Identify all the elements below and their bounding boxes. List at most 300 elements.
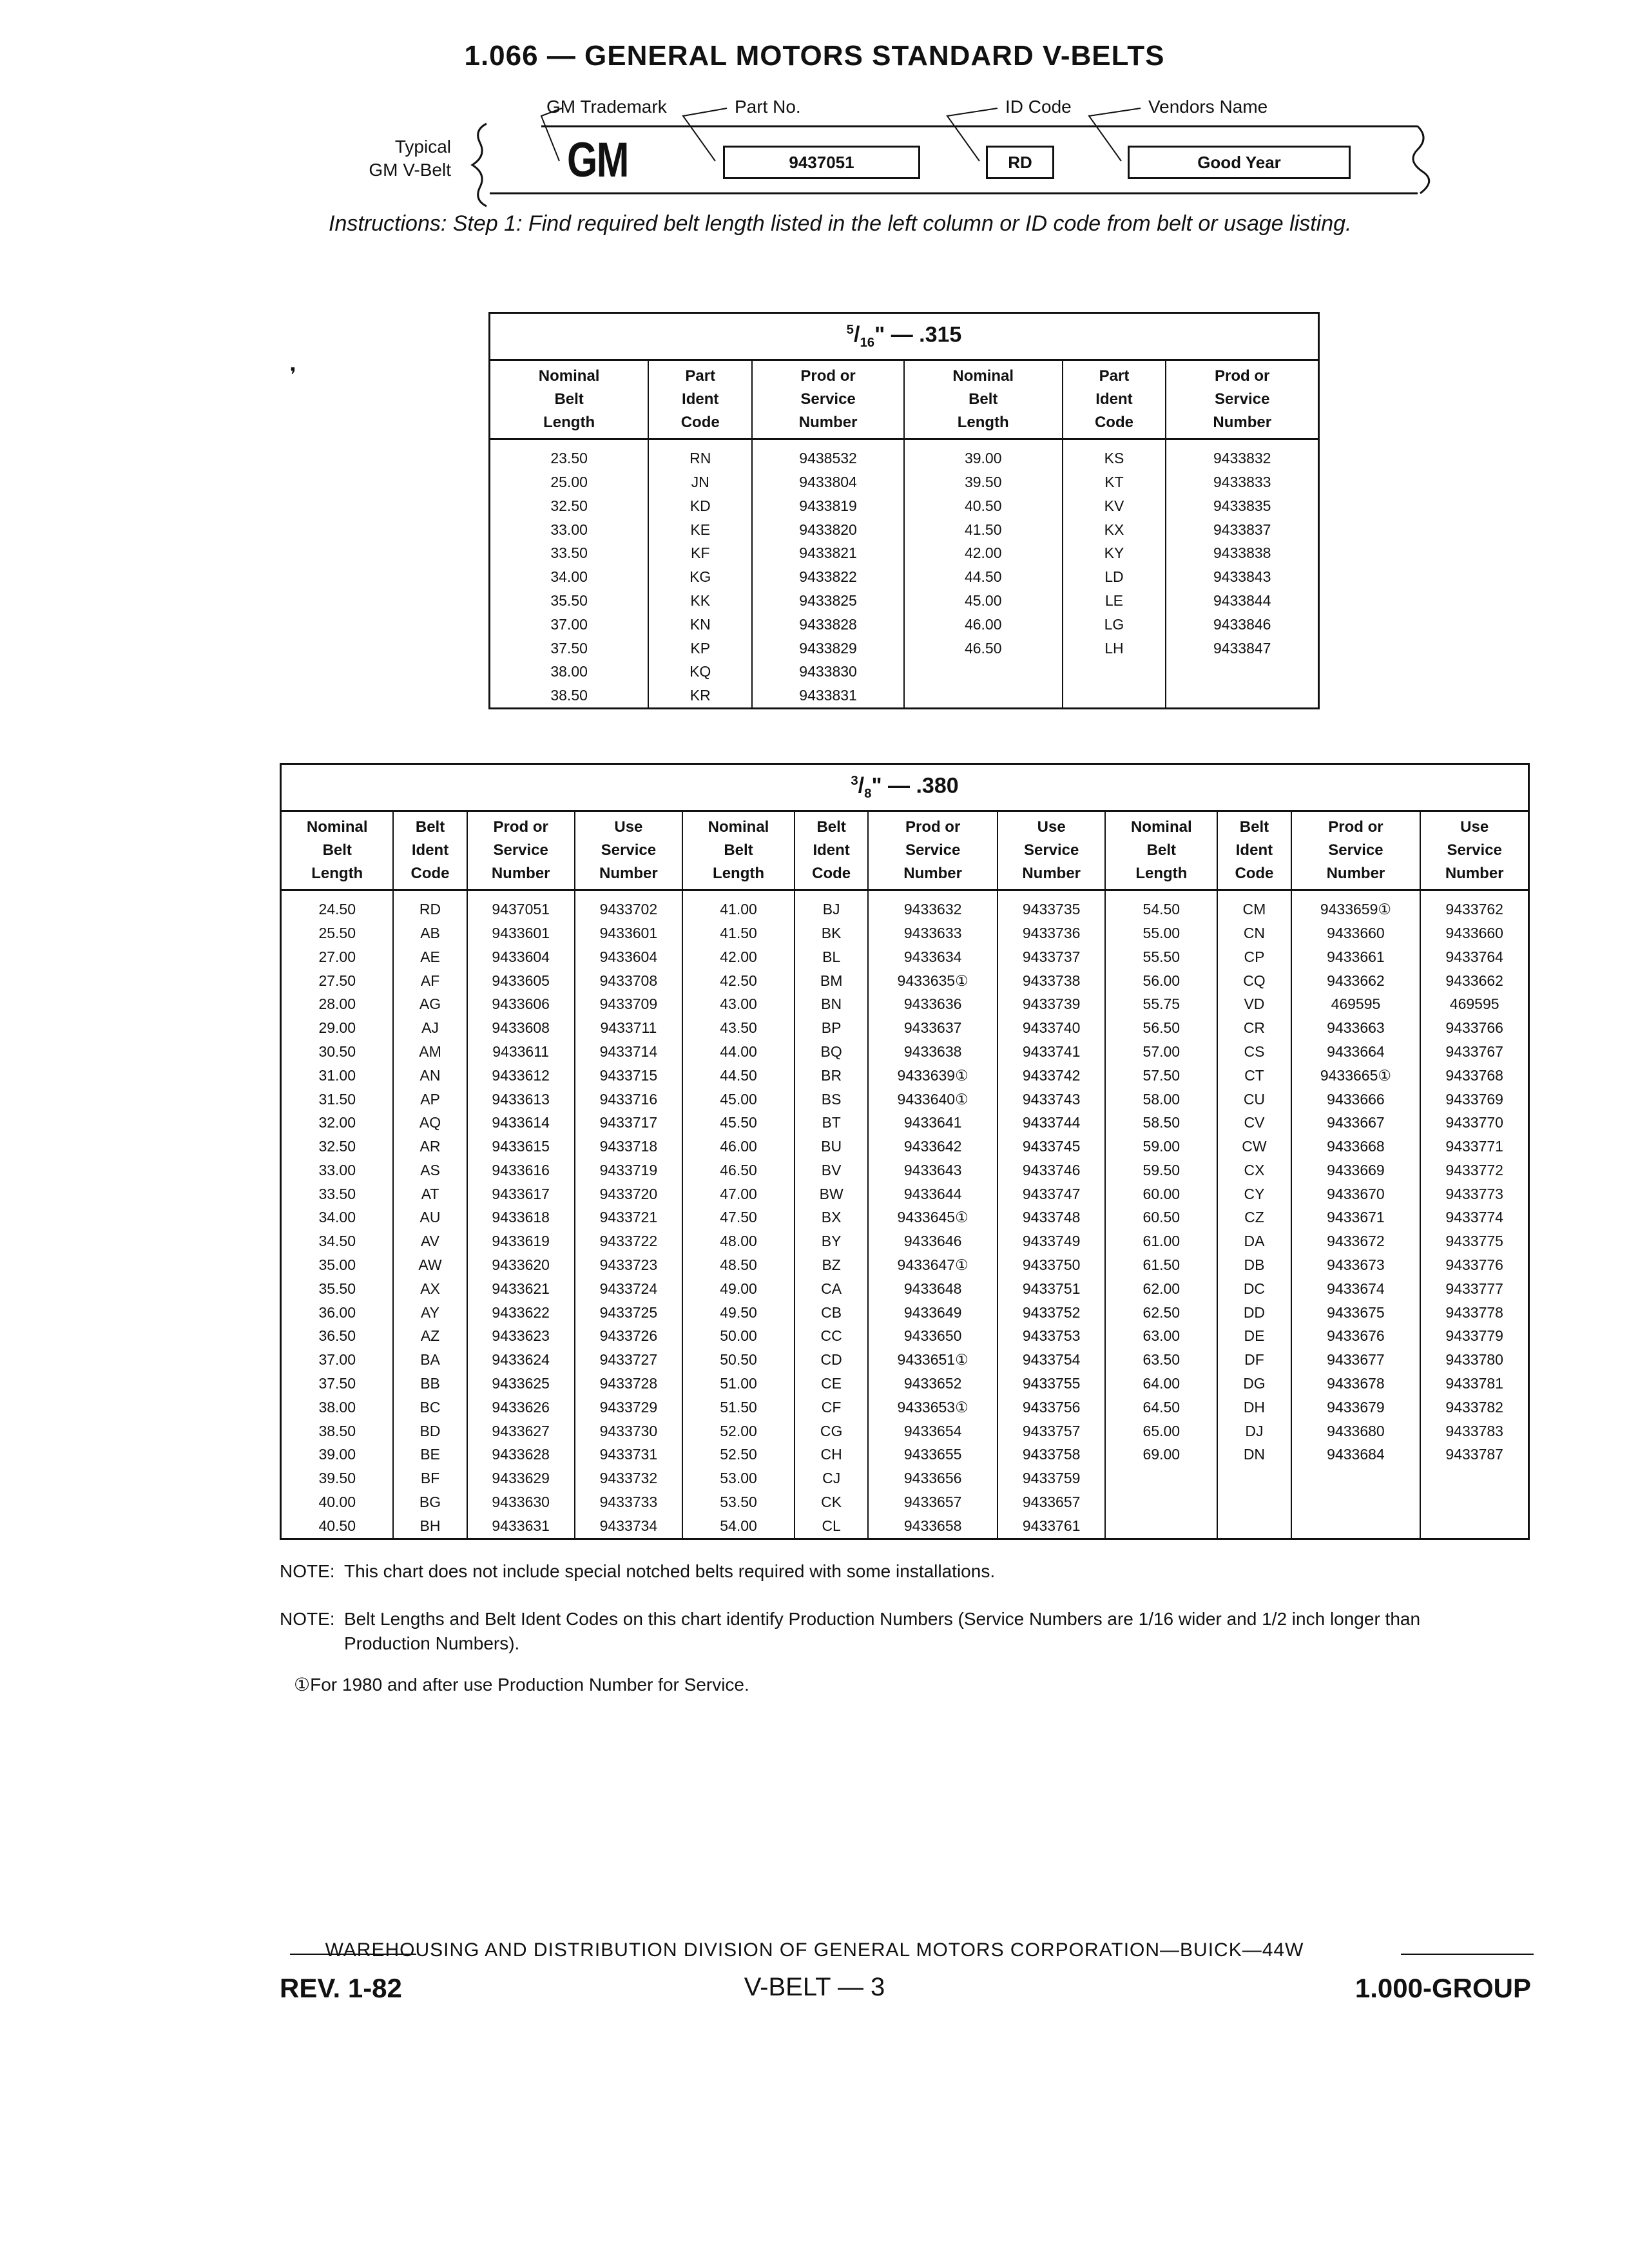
table-cell: 9433744 <box>998 1111 1105 1135</box>
table-cell: 9433664 <box>1291 1040 1421 1064</box>
column-header-line: Length <box>543 414 595 432</box>
table-cell: 44.50 <box>904 565 1063 589</box>
table-row <box>281 1419 1529 1443</box>
table-cell: 9433654 <box>868 1419 998 1443</box>
table-cell: AB <box>393 921 467 945</box>
table-cell: 63.50 <box>1105 1348 1217 1372</box>
table-cell: 46.00 <box>904 613 1063 637</box>
table-cell: 9433636 <box>868 992 998 1016</box>
footer-group: 1.000-GROUP <box>1354 1973 1531 2003</box>
table-cell: 37.00 <box>318 1351 356 1369</box>
table-cell: 27.50 <box>318 972 356 989</box>
table-row <box>490 637 1319 660</box>
table-row <box>281 1277 1529 1301</box>
vendor-name-box: Good Year <box>1128 146 1351 179</box>
footer-page: V-BELT — 3 <box>744 1973 885 2001</box>
column-header-line: Belt <box>724 841 753 860</box>
table-cell: 9433718 <box>575 1135 682 1158</box>
table-cell: AT <box>393 1182 467 1206</box>
table-cell: CS <box>1217 1040 1291 1064</box>
table-cell: BD <box>393 1419 467 1443</box>
table-cell: 35.00 <box>318 1256 356 1274</box>
column-header-line: Use <box>1037 818 1066 836</box>
table-cell: 9433727 <box>575 1348 682 1372</box>
table-cell: BG <box>393 1490 467 1514</box>
table-cell <box>1063 684 1166 708</box>
table-cell: 9433821 <box>752 541 904 565</box>
table-cell: 9433624 <box>467 1348 575 1372</box>
column-header-line: Belt <box>969 390 998 408</box>
table-cell: 9433652 <box>868 1372 998 1396</box>
table-cell: 9433743 <box>998 1088 1105 1111</box>
column-header-line: Prod or <box>800 367 856 385</box>
table-cell: 9433702 <box>575 890 682 921</box>
table-cell: 41.00 <box>682 890 795 921</box>
column-header-line: Number <box>1213 414 1272 432</box>
table-cell <box>1166 684 1318 708</box>
table-cell: 9433651① <box>868 1348 998 1372</box>
table-cell: 47.00 <box>682 1182 795 1206</box>
table-cell: AQ <box>393 1111 467 1135</box>
table-cell: AN <box>393 1064 467 1088</box>
table-cell: 9433637 <box>868 1016 998 1040</box>
table-cell: 9433734 <box>575 1514 682 1539</box>
table-row <box>281 1324 1529 1348</box>
table-cell: CB <box>795 1301 868 1325</box>
table-cell <box>1420 1466 1528 1490</box>
id-code-box: RD <box>986 146 1054 179</box>
table-cell: 9433717 <box>575 1111 682 1135</box>
table-cell <box>1217 1514 1291 1539</box>
table-cell: 9433732 <box>575 1466 682 1490</box>
table-cell: KE <box>648 518 752 542</box>
table-cell: 9433723 <box>575 1253 682 1277</box>
table-cell: 9433672 <box>1291 1229 1421 1253</box>
table-cell: 9433634 <box>868 945 998 969</box>
table-cell: 9433709 <box>575 992 682 1016</box>
table-cell: BR <box>795 1064 868 1088</box>
column-header-line: Belt <box>554 390 584 408</box>
column-header-line: Ident <box>1095 390 1133 408</box>
column-header-line: Ident <box>682 390 719 408</box>
table-cell: 9433772 <box>1420 1158 1528 1182</box>
column-header <box>682 811 795 890</box>
table-cell: 9433777 <box>1420 1277 1528 1301</box>
table-cell: 9433804 <box>752 470 904 494</box>
table-cell: 9433780 <box>1420 1348 1528 1372</box>
table-cell: 9433644 <box>868 1182 998 1206</box>
table-cell: KK <box>648 589 752 613</box>
table-cell: BB <box>393 1372 467 1396</box>
table-cell: 9433649 <box>868 1301 998 1325</box>
table-cell: 9433714 <box>575 1040 682 1064</box>
table-cell: CV <box>1217 1111 1291 1135</box>
table-cell: DD <box>1217 1301 1291 1325</box>
table-cell: 9433628 <box>467 1443 575 1466</box>
table-cell: 9433680 <box>1291 1419 1421 1443</box>
table-cell: 24.50 <box>318 901 356 918</box>
table-cell: 9433665① <box>1291 1064 1421 1088</box>
gm-logo: GM <box>567 133 628 187</box>
table-cell <box>1420 1514 1528 1539</box>
caption-numerator: 5 <box>846 323 854 337</box>
table-cell: BV <box>795 1158 868 1182</box>
table-cell: 9433749 <box>998 1229 1105 1253</box>
table-cell: 9433623 <box>467 1324 575 1348</box>
table-cell: 9433630 <box>467 1490 575 1514</box>
table-cell: KS <box>1063 439 1166 470</box>
table-cell: 9433832 <box>1166 439 1318 470</box>
note-text: This chart does not include special notched belts required with some installations. <box>344 1561 996 1581</box>
table-cell: 9433658 <box>868 1514 998 1539</box>
column-header <box>1166 360 1318 439</box>
table-cell: DN <box>1217 1443 1291 1466</box>
table-cell: DH <box>1217 1396 1291 1419</box>
table-cell: 25.50 <box>318 924 356 941</box>
table-cell: 9433613 <box>467 1088 575 1111</box>
table-cell: 9433675 <box>1291 1301 1421 1325</box>
table-row <box>281 1396 1529 1419</box>
table-cell: 9433833 <box>1166 470 1318 494</box>
footnote: ①For 1980 and after use Production Number for Service. <box>294 1675 749 1695</box>
table-cell: 33.50 <box>318 1185 356 1202</box>
table-cell: 9433606 <box>467 992 575 1016</box>
table-cell: 39.50 <box>318 1470 356 1487</box>
table-cell: KY <box>1063 541 1166 565</box>
table-cell: 9433730 <box>575 1419 682 1443</box>
table-cell: LD <box>1063 565 1166 589</box>
column-header-line: Belt <box>1146 841 1176 860</box>
table-cell: 9433643 <box>868 1158 998 1182</box>
table-cell: 37.50 <box>550 639 588 657</box>
table-cell: 9433748 <box>998 1206 1105 1229</box>
table-row <box>490 684 1319 708</box>
table-cell: 9433640① <box>868 1088 998 1111</box>
table-cell: BW <box>795 1182 868 1206</box>
table-row <box>281 1466 1529 1490</box>
table-cell: AJ <box>393 1016 467 1040</box>
note-text-line1: Belt Lengths and Belt Ident Codes on this chart identify Production Numbers (Service Numbers are 1/16 wider and 1/2 inch longer than <box>344 1609 1421 1629</box>
table-cell: 9433659① <box>1291 890 1421 921</box>
table-cell: KD <box>648 494 752 518</box>
table-cell: 9433605 <box>467 969 575 993</box>
table-cell: CZ <box>1217 1206 1291 1229</box>
table-cell: 9433767 <box>1420 1040 1528 1064</box>
table-cell: 9433674 <box>1291 1277 1421 1301</box>
table-row <box>281 1253 1529 1277</box>
column-header <box>1291 811 1421 890</box>
table-cell: 51.00 <box>682 1372 795 1396</box>
column-header <box>868 811 998 890</box>
table-cell <box>1063 660 1166 684</box>
column-header-line: Service <box>1215 390 1270 408</box>
table-cell: 55.50 <box>1105 945 1217 969</box>
column-header-line: Number <box>1022 865 1081 883</box>
table-row <box>281 1111 1529 1135</box>
table-cell: 9433655 <box>868 1443 998 1466</box>
table-cell: 46.00 <box>682 1135 795 1158</box>
table-cell: 46.50 <box>904 637 1063 660</box>
table-cell: AW <box>393 1253 467 1277</box>
table-cell: 9433616 <box>467 1158 575 1182</box>
table-cell <box>1166 660 1318 684</box>
column-header <box>575 811 682 890</box>
table-cell: 9433771 <box>1420 1135 1528 1158</box>
gm-trademark-callout: GM Trademark <box>546 97 667 117</box>
table-cell: 57.50 <box>1105 1064 1217 1088</box>
table-cell: 9433835 <box>1166 494 1318 518</box>
table-cell: KG <box>648 565 752 589</box>
table-cell: 50.00 <box>682 1324 795 1348</box>
table-cell: 27.00 <box>318 948 356 965</box>
table-cell: AR <box>393 1135 467 1158</box>
table-cell: 9433608 <box>467 1016 575 1040</box>
table-cell: 39.00 <box>904 439 1063 470</box>
table-cell: 9433657 <box>868 1490 998 1514</box>
table-cell: 9433647① <box>868 1253 998 1277</box>
table-cell: 9433721 <box>575 1206 682 1229</box>
table-cell: 63.00 <box>1105 1324 1217 1348</box>
table-cell: 9433679 <box>1291 1396 1421 1419</box>
table-cell: 469595 <box>1291 992 1421 1016</box>
column-header <box>393 811 467 890</box>
table-cell: 45.00 <box>904 589 1063 613</box>
table-cell: 44.50 <box>682 1064 795 1088</box>
table-cell: 9433657 <box>998 1490 1105 1514</box>
table-cell: 9433757 <box>998 1419 1105 1443</box>
table-cell: 9433619 <box>467 1229 575 1253</box>
instructions: Instructions: Step 1: Find required belt length listed in the left column or ID code from belt or usage listing. <box>329 211 1352 236</box>
table-cell: BL <box>795 945 868 969</box>
table-cell: BQ <box>795 1040 868 1064</box>
table-cell: DJ <box>1217 1419 1291 1443</box>
column-header <box>281 811 394 890</box>
table-cell: 9433741 <box>998 1040 1105 1064</box>
table-cell: 9433756 <box>998 1396 1105 1419</box>
table-row <box>281 921 1529 945</box>
table-cell: DF <box>1217 1348 1291 1372</box>
table-cell: 9433782 <box>1420 1396 1528 1419</box>
table-cell: CX <box>1217 1158 1291 1182</box>
table-5-16 <box>488 312 1320 709</box>
column-header-line: Nominal <box>708 818 769 836</box>
table-cell: CG <box>795 1419 868 1443</box>
column-header-line: Prod or <box>1328 818 1383 836</box>
table-cell: 9433725 <box>575 1301 682 1325</box>
table-cell: 35.50 <box>318 1280 356 1297</box>
table-cell: 60.00 <box>1105 1182 1217 1206</box>
column-header <box>490 360 649 439</box>
table-cell: 9433620 <box>467 1253 575 1277</box>
table-cell: 9433604 <box>467 945 575 969</box>
note-label: NOTE: <box>280 1561 335 1581</box>
note-label: NOTE: <box>280 1609 335 1629</box>
table-cell <box>1291 1490 1421 1514</box>
table-cell: 9433779 <box>1420 1324 1528 1348</box>
table-cell: AY <box>393 1301 467 1325</box>
table-cell: BT <box>795 1111 868 1135</box>
table-cell: 9433764 <box>1420 945 1528 969</box>
column-header-line: Length <box>957 414 1009 432</box>
table-cell: 31.00 <box>318 1066 356 1084</box>
table-cell: CR <box>1217 1016 1291 1040</box>
table-cell: 9433747 <box>998 1182 1105 1206</box>
table-cell: 9433754 <box>998 1348 1105 1372</box>
table-cell: 9433650 <box>868 1324 998 1348</box>
table-cell: CQ <box>1217 969 1291 993</box>
table-cell: 56.00 <box>1105 969 1217 993</box>
column-header <box>1105 811 1217 890</box>
table-cell: 46.50 <box>682 1158 795 1182</box>
table-cell: 61.50 <box>1105 1253 1217 1277</box>
table-row <box>281 1229 1529 1253</box>
caption-denominator: 8 <box>864 787 872 802</box>
vendors-name-callout: Vendors Name <box>1148 97 1268 117</box>
table-cell: KT <box>1063 470 1166 494</box>
table-cell: 9433673 <box>1291 1253 1421 1277</box>
table-row <box>490 660 1319 684</box>
column-header <box>1217 811 1291 890</box>
table-cell: CD <box>795 1348 868 1372</box>
table-cell: CJ <box>795 1466 868 1490</box>
table-5-16-caption: $^5/_{16}$" — .315 <box>490 313 1319 360</box>
table-cell: 9433726 <box>575 1324 682 1348</box>
table-cell: 9433739 <box>998 992 1105 1016</box>
table-cell: 9433768 <box>1420 1064 1528 1088</box>
note-text-line2: Production Numbers). <box>344 1633 520 1653</box>
table-cell: 41.50 <box>904 518 1063 542</box>
column-header-line: Service <box>1023 841 1079 860</box>
table-cell: 32.50 <box>550 497 588 514</box>
column-header-line: Prod or <box>905 818 961 836</box>
table-cell: AF <box>393 969 467 993</box>
table-cell: 9433662 <box>1420 969 1528 993</box>
table-cell: 25.00 <box>550 473 588 490</box>
table-cell <box>904 660 1063 684</box>
table-cell: AU <box>393 1206 467 1229</box>
table-cell: 9433645① <box>868 1206 998 1229</box>
belt-label-line1: Typical <box>394 137 451 157</box>
table-cell: 9433638 <box>868 1040 998 1064</box>
table-cell: 54.50 <box>1105 890 1217 921</box>
table-cell: 36.00 <box>318 1303 356 1321</box>
column-header-line: Belt <box>415 818 445 836</box>
column-header-line: Service <box>800 390 856 408</box>
column-header-line: Service <box>1447 841 1502 860</box>
caption-numerator: 3 <box>851 774 858 788</box>
table-row <box>281 1016 1529 1040</box>
table-cell: 58.00 <box>1105 1088 1217 1111</box>
table-cell: 9433830 <box>752 660 904 684</box>
table-cell: 34.00 <box>550 568 588 586</box>
table-row <box>281 992 1529 1016</box>
table-row <box>490 518 1319 542</box>
table-row <box>281 1372 1529 1396</box>
page-title: 1.066 — GENERAL MOTORS STANDARD V-BELTS <box>464 40 1165 72</box>
table-row <box>281 890 1529 921</box>
column-header-line: Number <box>798 414 858 432</box>
table-cell: LE <box>1063 589 1166 613</box>
table-cell: 9433820 <box>752 518 904 542</box>
column-header-line: Nominal <box>306 818 368 836</box>
table-cell: 9433837 <box>1166 518 1318 542</box>
table-cell: 44.00 <box>682 1040 795 1064</box>
table-cell: 9433770 <box>1420 1111 1528 1135</box>
table-cell: 9433604 <box>575 945 682 969</box>
column-header-line: Nominal <box>538 367 600 385</box>
table-cell: RD <box>393 890 467 921</box>
table-cell: 9433611 <box>467 1040 575 1064</box>
table-cell: 9433635① <box>868 969 998 993</box>
table-cell: AP <box>393 1088 467 1111</box>
column-header-line: Service <box>493 841 548 860</box>
table-cell: 42.00 <box>682 945 795 969</box>
table-cell: KV <box>1063 494 1166 518</box>
column-header-line: Number <box>1445 865 1504 883</box>
column-header-line: Number <box>599 865 658 883</box>
table-row <box>281 1088 1529 1111</box>
caption-rest: " — .380 <box>871 773 959 798</box>
table-cell: 9433843 <box>1166 565 1318 589</box>
table-cell: 9437051 <box>467 890 575 921</box>
table-cell: 9433829 <box>752 637 904 660</box>
table-cell: 9433752 <box>998 1301 1105 1325</box>
table-cell: DG <box>1217 1372 1291 1396</box>
table-cell: 9433629 <box>467 1466 575 1490</box>
table-cell <box>1105 1514 1217 1539</box>
table-row <box>490 470 1319 494</box>
column-header-line: Length <box>1135 865 1188 883</box>
table-cell: 9433666 <box>1291 1088 1421 1111</box>
table-cell: 40.50 <box>318 1517 356 1534</box>
table-cell: CN <box>1217 921 1291 945</box>
table-cell: 9433684 <box>1291 1443 1421 1466</box>
table-cell: 9438532 <box>752 439 904 470</box>
table-cell: CP <box>1217 945 1291 969</box>
column-header <box>648 360 752 439</box>
table-cell: 9433646 <box>868 1229 998 1253</box>
table-cell: 9433668 <box>1291 1135 1421 1158</box>
table-cell: 49.50 <box>682 1301 795 1325</box>
table-row <box>281 1064 1529 1088</box>
table-cell: AZ <box>393 1324 467 1348</box>
table-cell: BX <box>795 1206 868 1229</box>
table-cell: 9433762 <box>1420 890 1528 921</box>
table-row <box>281 1135 1529 1158</box>
column-header <box>467 811 575 890</box>
table-cell: LH <box>1063 637 1166 660</box>
column-header-line: Length <box>713 865 765 883</box>
table-row <box>490 613 1319 637</box>
table-cell: 9433787 <box>1420 1443 1528 1466</box>
table-cell: BH <box>393 1514 467 1539</box>
table-cell: AX <box>393 1277 467 1301</box>
column-header-line: Code <box>680 414 720 432</box>
table-cell: 59.50 <box>1105 1158 1217 1182</box>
table-cell: 9433632 <box>868 890 998 921</box>
table-cell: 34.00 <box>318 1209 356 1226</box>
column-header-line: Part <box>1099 367 1130 385</box>
table-cell: 57.00 <box>1105 1040 1217 1064</box>
table-cell: KQ <box>648 660 752 684</box>
table-cell: 9433783 <box>1420 1419 1528 1443</box>
table-cell: 9433825 <box>752 589 904 613</box>
table-cell: CF <box>795 1396 868 1419</box>
table-cell: 9433656 <box>868 1466 998 1490</box>
table-cell: 9433729 <box>575 1396 682 1419</box>
table-cell: 9433844 <box>1166 589 1318 613</box>
column-header <box>1420 811 1528 890</box>
